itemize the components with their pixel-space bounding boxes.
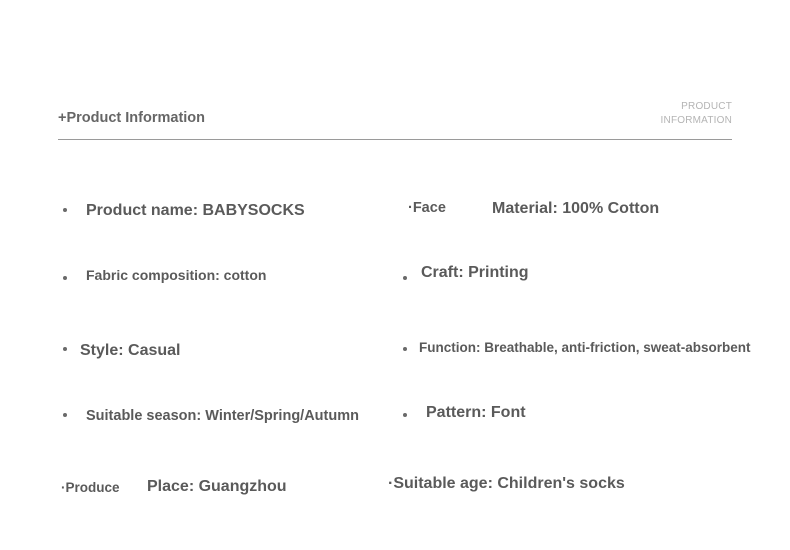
bullet-dot (403, 276, 407, 280)
spec-pattern: Pattern: Font (426, 404, 526, 421)
spec-fabric: Fabric composition: cotton (86, 267, 267, 283)
spec-produce-place: Place: Guangzhou (147, 478, 287, 495)
spec-face-material: Material: 100% Cotton (492, 200, 660, 217)
spec-product-name: Product name: BABYSOCKS (86, 202, 305, 219)
section-subtitle-line1: PRODUCT (681, 101, 732, 112)
bullet-dot (403, 347, 407, 351)
bullet-dot (63, 347, 67, 351)
spec-style: Style: Casual (80, 342, 181, 359)
product-info-header (58, 98, 732, 140)
spec-face-label: ·Face (408, 200, 446, 216)
bullet-dot (403, 413, 407, 417)
bullet-dot (63, 208, 67, 212)
spec-season: Suitable season: Winter/Spring/Autumn (86, 408, 359, 424)
spec-produce-label: ·Produce (61, 480, 120, 495)
spec-suitable-age: ·Suitable age: Children's socks (388, 475, 625, 492)
section-subtitle (661, 100, 732, 128)
spec-craft: Craft: Printing (421, 264, 529, 281)
section-subtitle-line2: INFORMATION (660, 115, 732, 126)
bullet-dot (63, 413, 67, 417)
bullet-dot (63, 276, 67, 280)
section-title: +Product Information (58, 110, 206, 126)
spec-function: Function: Breathable, anti-friction, sweat-absorbent (419, 340, 751, 355)
